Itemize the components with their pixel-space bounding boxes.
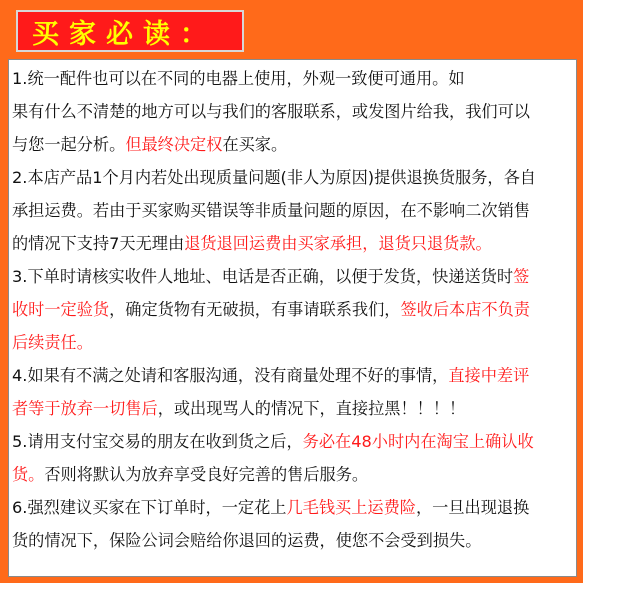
- notice-line: [12, 458, 368, 491]
- body-text: 在买家。: [222, 135, 288, 154]
- title-banner: [16, 10, 244, 52]
- notice-line: [12, 194, 530, 227]
- highlighted-text: 后续责任。: [12, 333, 93, 352]
- body-text: 与您一起分析。: [12, 135, 126, 154]
- notice-line: [12, 293, 530, 326]
- notice-line: [12, 425, 534, 458]
- body-text: ，一旦出现退换: [415, 498, 530, 517]
- notice-line: [12, 524, 481, 557]
- body-text: 的情况下支持7天无理由: [12, 234, 185, 253]
- notice-line: [12, 491, 529, 524]
- body-text: 3.下单时请核实收件人地址、电话是否正确，以便于发货，快递送货时: [12, 267, 514, 286]
- body-text: ，确定货物有无破损，有事请联系我们，: [109, 300, 401, 319]
- notice-line: [12, 260, 529, 293]
- notice-line: [12, 227, 492, 260]
- highlighted-text: 者等于放弃一切售后: [12, 399, 158, 418]
- body-text: 6.强烈建议买家在下订单时，一定花上: [12, 498, 287, 517]
- notice-line: [12, 62, 465, 95]
- highlighted-text: 直接中差评: [448, 366, 530, 385]
- body-text: 2.本店产品1个月内若处出现质量问题(非人为原因)提供退换货服务，各自: [12, 168, 536, 187]
- body-text: 承担运费。若由于买家购买错误等非质量问题的原因，在不影响二次销售: [12, 201, 530, 220]
- body-text: 货的情况下，保险公词会赔给你退回的运费，使您不会受到损失。: [12, 531, 482, 550]
- notice-line: [12, 161, 536, 194]
- body-text: 4.如果有不满之处请和客服沟通，没有商量处理不好的事情，: [12, 366, 449, 385]
- notice-panel: [8, 59, 577, 577]
- highlighted-text: 务必在48小时内在淘宝上确认收: [302, 432, 534, 451]
- notice-line: [12, 326, 93, 359]
- highlighted-text: 退货退回运费由买家承担，退货只退货款。: [184, 234, 492, 253]
- body-text: ，或出现骂人的情况下，直接拉黑！！！！: [157, 399, 466, 418]
- highlighted-text: 货。: [12, 465, 45, 484]
- notice-line: [12, 359, 529, 392]
- highlighted-text: 收时一定验货: [12, 300, 110, 319]
- notice-line: [12, 392, 465, 425]
- highlighted-text: 签: [513, 267, 530, 286]
- body-text: 否则将默认为放弃享受良好完善的售后服务。: [44, 465, 369, 484]
- notice-line: [12, 95, 530, 128]
- highlighted-text: 签收后本店不负责: [400, 300, 530, 319]
- highlighted-text: 但最终决定权: [125, 135, 223, 154]
- body-text: 果有什么不清楚的地方可以与我们的客服联系，或发图片给我，我们可以: [12, 102, 530, 121]
- notice-line: [12, 128, 287, 161]
- body-text: 1.统一配件也可以在不同的电器上使用，外观一致便可通用。如: [12, 69, 465, 88]
- highlighted-text: 几毛钱买上运费险: [286, 498, 416, 517]
- page-title: 买家必读：: [32, 18, 217, 50]
- body-text: 5.请用支付宝交易的朋友在收到货之后，: [12, 432, 303, 451]
